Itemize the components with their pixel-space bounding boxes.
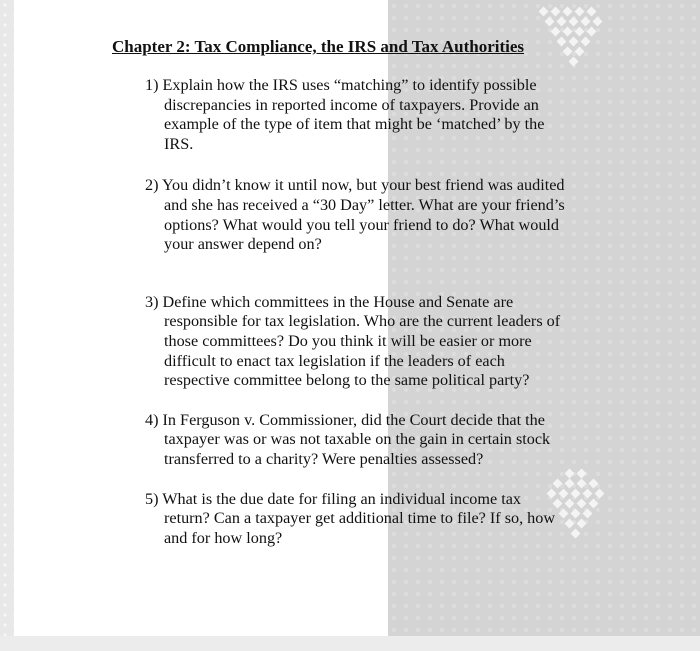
question-number: 5) — [145, 489, 159, 508]
question-text: Explain how the IRS uses “matching” to identify possible discrepancies in reported income of taxpayers. Provide an example of the type of item that might be ‘matched’ by the IRS. — [162, 76, 545, 153]
question-text: You didn’t know it until now, but your best friend was audited and she has received a “30 Day” letter. What are your friend’s options? What would you tell your friend to do? What would your answer depend on? — [161, 176, 565, 254]
chapter-title: Chapter 2: Tax Compliance, the IRS and Tax Authorities — [112, 37, 525, 56]
question-number: 1) — [145, 76, 159, 94]
question-number: 2) — [145, 176, 159, 195]
question-text: Define which committees in the House and Senate are responsible for tax legislation. Who are the current leaders of those committees? Do you think it will be easier or more difficult to enact tax legislation if the leaders of each respective committee belong to the same political party? — [162, 292, 561, 390]
question-text: In Ferguson v. Commissioner, did the Court decide that the taxpayer was or was not taxable on the gain in certain stock transferred to a charity? Were penalties assessed? — [162, 410, 551, 468]
question-item — [145, 411, 570, 470]
question-number: 4) — [145, 410, 159, 429]
question-item — [145, 293, 570, 391]
question-list — [145, 76, 570, 548]
question-item — [145, 490, 570, 549]
question-item — [145, 76, 570, 154]
question-item — [145, 176, 570, 254]
question-number: 3) — [145, 292, 159, 311]
question-text: What is the due date for filing an individual income tax return? Can a taxpayer get additional time to file? If so, how and for how long? — [162, 489, 556, 547]
